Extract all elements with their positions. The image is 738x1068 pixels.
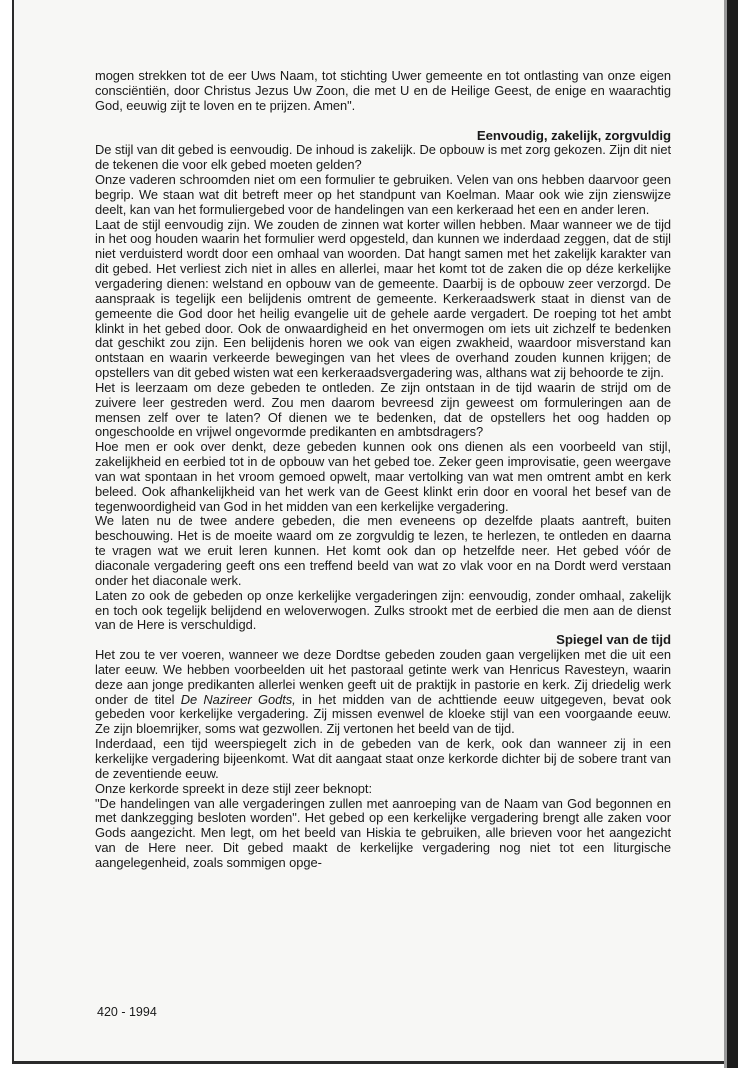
paragraph: Onze vaderen schroomden niet om een formulier te gebruiken. Velen van ons hebben daarvoor geen begrip. We staan wat dit betreft meer op het standpunt van Koelman. Maar ook wie zijn zienswijze deelt, kan van het formuliergebed voor de handelingen van een kerkeraad het een en ander leren.: [95, 172, 671, 217]
page-number: 420 - 1994: [97, 1005, 157, 1019]
article-body: [95, 69, 671, 871]
paragraph: Hoe men er ook over denkt, deze gebeden kunnen ook ons dienen als een voorbeeld van stijl, zakelijkheid en eerbied tot in de opbouw van het gebed toe. Zeker geen improvisatie, geen weergave van wat spontaan in het vroom gemoed opwelt, maar vertolking van wat men omtrent ambt en kerk beleed. Ook afhankelijkheid van het werk van de Geest klinkt erin door en vooral het besef van de tegenwoordigheid van God in het midden van een kerkelijke vergadering.: [95, 439, 671, 514]
paragraph: Laat de stijl eenvoudig zijn. We zouden de zinnen wat korter willen hebben. Maar wanneer we de tijd in het oog houden waarin het formulier werd opgesteld, dan kunnen we inderdaad zeggen, dat de stijl niet verduisterd wordt door een omhaal van woorden. Dat hangt samen met het zakelijk karakter van dit gebed. Het verliest zich niet in alles en allerlei, maar het komt tot de zaken die op déze kerkelijke vergadering dienen: welstand en opbouw van de gemeente. Daarbij is de opbouw zeer verzorgd. De aanspraak is tegelijk een belijdenis omtrent de gemeente. Kerkeraadswerk staat in dienst van de gemeente die God door het heilig evangelie uit de gehele aarde vergadert. De roeping tot het ambt klinkt in het gebed door. Ook de onwaardigheid en het onvermogen om iets uit zichzelf te bedenken dat geschikt zou zijn. Een belijdenis horen we ook van eigen zwakheid, waardoor misverstand kan ontstaan en waarin verkeerde bewegingen van het vlees de overhand zouden kunnen krijgen; de opstellers van dit gebed wisten wat een kerkeraadsvergadering was, althans wat zij behoorde te zijn.: [95, 216, 671, 381]
section-gap: [95, 114, 671, 129]
paragraph-text: Het zou te ver voeren, wanneer we deze Dordtse gebeden zouden gaan vergelijken met die uit een later eeuw. We hebben voorbeelden uit het pastoraal getinte werk van Henricus Ravesteyn, waarin deze aan jonge predikanten allerlei wenken geeft uit de praktijk in pastorie en kerk. Zij driedelig werk onder de titel: [95, 647, 671, 707]
intro-paragraph: mogen strekken tot de eer Uws Naam, tot stichting Uwer gemeente en tot ontlasting van onze eigen consciëntiën, door Christus Jezus Uw Zoon, die met U en de Heilige Geest, de enige en waarachtig God, eeuwig zijt te loven en te prijzen. Amen".: [95, 68, 671, 113]
paragraph: We laten nu de twee andere gebeden, die men eveneens op dezelfde plaats aantreft, buiten beschouwing. Het is de moeite waard om ze zorgvuldig te lezen, te herlezen, te ontleden en daarna te vragen wat we eruit leren kunnen. Het komt ook dan op hetzelfde neer. Het gebed vóór de diaconale vergadering geeft ons een treffend beeld van wat zo vlak voor en na Dordt werd verstaan onder het diaconale werk.: [95, 513, 671, 588]
section-heading-eenvoudig: Eenvoudig, zakelijk, zorgvuldig: [476, 127, 671, 143]
paragraph: Laten zo ook de gebeden op onze kerkelijke vergaderingen zijn: eenvoudig, zonder omhaal, zakelijk en toch ook tegelijk belijdend en weloverwogen. Zulks strookt met de eerbied die men aan de dienst van de Here is verschuldigd.: [95, 587, 671, 633]
page-edge-shadow: [724, 0, 738, 1068]
paragraph: Inderdaad, een tijd weerspiegelt zich in de gebeden van de kerk, ook dan wanneer zij in een kerkelijke vergadering bijeenkomt. Wat dit aangaat staat onze kerkorde dichter bij de sobere trant van de zeventiende eeuw.: [95, 736, 671, 781]
paragraph: Het is leerzaam om deze gebeden te ontleden. Ze zijn ontstaan in de tijd waarin de strijd om de zuivere leer gestreden werd. Zou men daarom bevreesd zijn geweest om formuleringen aan de mensen zelf over te laten? Of dienen we te bedenken, dat de opstellers het oog hadden op ongeschoolde en vrijwel ongevormde predikanten en ambtsdragers?: [95, 379, 671, 440]
section-heading-spiegel: Spiegel van de tijd: [556, 632, 671, 648]
paragraph: Onze kerkorde spreekt in deze stijl zeer beknopt:: [95, 780, 372, 796]
paragraph: "De handelingen van alle vergaderingen zullen met aanroeping van de Naam van God begonnen en met dankzegging besloten worden". Het gebed op een kerkelijke vergadering brengt alle zaken voor Gods aangezicht. Men legt, om het beeld van Hiskia te gebruiken, alle brieven voor het aangezicht van de Here neer. Dit gebed maakt de kerkelijke vergadering nog niet tot een liturgische aangelegenheid, zoals sommigen opge-: [95, 795, 671, 870]
book-title: De Nazireer Godts,: [180, 691, 296, 707]
document-page: [12, 0, 724, 1064]
paragraph: [95, 648, 671, 737]
paragraph-text: in het midden van de achttiende eeuw uitgegeven, bevat ook gebeden voor kerkelijke vergadering. Zij missen evenwel de kloeke stijl van een voorgaande eeuw. Ze zijn bloemrijker, soms wat gezwollen. Zij vertonen het beeld van de tijd.: [95, 691, 671, 737]
paragraph: De stijl van dit gebed is eenvoudig. De inhoud is zakelijk. De opbouw is met zorg gekozen. Zijn dit niet de tekenen die voor elk gebed moeten gelden?: [95, 142, 671, 173]
